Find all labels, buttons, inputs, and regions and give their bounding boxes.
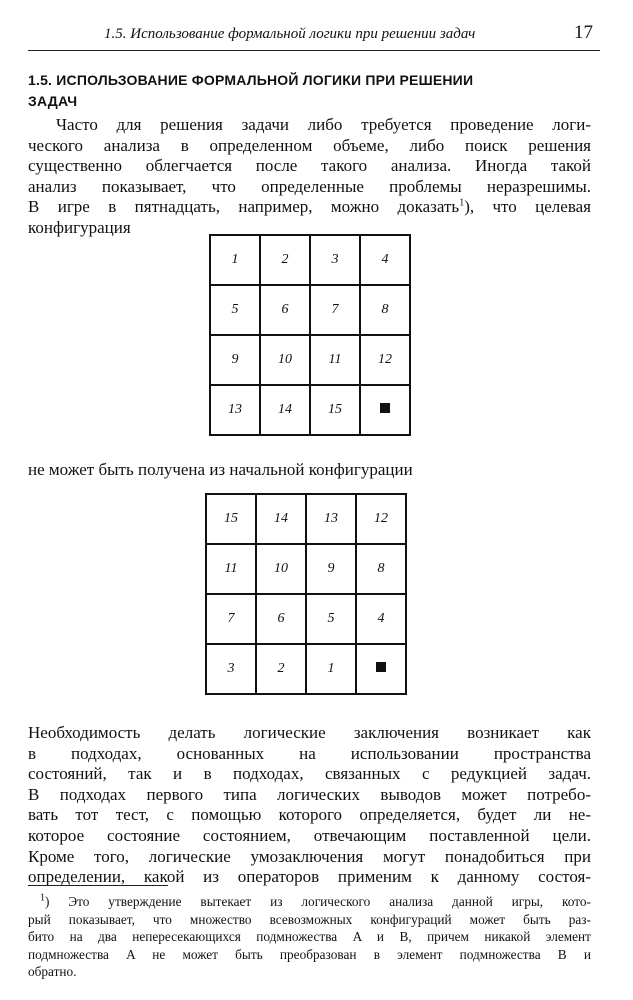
footnote-marker: 1 (40, 892, 45, 904)
text-fragment: В игре в пятнадцать, например, можно доказать (28, 197, 460, 217)
grid-row (210, 235, 410, 285)
grid-cell: 6 (260, 285, 310, 335)
grid-cell: 7 (206, 594, 256, 644)
footnote-rule (28, 885, 168, 886)
text-line: не может быть получена из начальной конфигурации (28, 460, 413, 479)
text-line: Часто для решения задачи либо требуется проведение логи- (56, 115, 591, 134)
paragraph-intro (28, 115, 591, 239)
grid-cell-blank (360, 385, 410, 435)
grid-cell: 8 (360, 285, 410, 335)
text-line (28, 197, 591, 218)
grid-row (206, 544, 406, 594)
grid-row (206, 644, 406, 694)
grid-cell: 13 (210, 385, 260, 435)
grid-cell: 3 (310, 235, 360, 285)
grid-cell: 3 (206, 644, 256, 694)
text-line: анализ показывает, что определенные проблемы неразрешимы. (28, 176, 591, 196)
grid-cell: 1 (306, 644, 356, 694)
footnote-line: обратно. (28, 964, 77, 980)
grid-row (210, 285, 410, 335)
grid-cell: 13 (306, 494, 356, 544)
footnote-ref: 1 (459, 197, 465, 209)
text-fragment: ) Это утверждение вытекает из логического анализа данной игры, кото- (45, 894, 591, 909)
grid-cell: 1 (210, 235, 260, 285)
text-line: в подходах, основанных на использовании пространства (28, 743, 591, 763)
text-line: Кроме того, логические умозаключения могут понадобиться при (28, 846, 591, 866)
grid-cell: 8 (356, 544, 406, 594)
text-line: которое состояние состоянием, отвечающим поставленной цели. (28, 825, 591, 845)
footnote-line: рый показывает, что множество всевозможных конфигураций может быть раз- (28, 911, 591, 927)
text-line: вать тот тест, с помощью которого определяется, будет ли не- (28, 805, 591, 825)
grid-cell-blank (356, 644, 406, 694)
running-head: 1.5. Использование формальной логики при решении задач (104, 26, 476, 42)
grid-cell: 9 (210, 335, 260, 385)
grid-row (206, 494, 406, 544)
text-line: существенно облегчается после такого анализа. Иногда такой (28, 156, 591, 176)
grid-cell: 6 (256, 594, 306, 644)
goal-configuration-grid (209, 234, 411, 436)
grid-row (210, 335, 410, 385)
text-line: состояний, так и в подходах, связанных с редукцией задач. (28, 764, 591, 784)
grid-cell: 14 (256, 494, 306, 544)
grid-cell: 10 (256, 544, 306, 594)
grid-row (210, 385, 410, 435)
grid-cell: 12 (356, 494, 406, 544)
page-number: 17 (574, 22, 593, 43)
grid-cell: 2 (256, 644, 306, 694)
grid-cell: 15 (206, 494, 256, 544)
grid-row (206, 594, 406, 644)
section-title (28, 70, 588, 112)
text-line: ческого анализа в определенном объеме, либо поиск решения (28, 135, 591, 155)
grid-cell: 9 (306, 544, 356, 594)
section-title-line: ЗАДАЧ (28, 93, 78, 109)
footnote-line: бито на два непересекающихся подмножества A и B, причем никакой элемент (28, 929, 591, 945)
footnote-line (28, 893, 591, 911)
paragraph-logic (28, 723, 591, 888)
grid-cell: 15 (310, 385, 360, 435)
grid-cell: 10 (260, 335, 310, 385)
blank-square-icon (376, 662, 386, 672)
footnote (28, 893, 591, 981)
grid-cell: 5 (306, 594, 356, 644)
blank-square-icon (380, 403, 390, 413)
text-line: конфигурация (28, 217, 131, 237)
header-rule (28, 50, 600, 51)
text-fragment: ), что целевая (464, 197, 591, 217)
grid-cell: 7 (310, 285, 360, 335)
text-line: определении, какой из операторов применим к данному состоя- (28, 867, 591, 887)
footnote-line: подмножества A не может быть преобразован в элемент подмножества B и (28, 946, 591, 962)
grid-cell: 11 (310, 335, 360, 385)
grid-cell: 2 (260, 235, 310, 285)
grid-cell: 11 (206, 544, 256, 594)
paragraph-bridge (28, 460, 591, 481)
initial-configuration-grid (205, 493, 407, 695)
section-title-line: 1.5. ИСПОЛЬЗОВАНИЕ ФОРМАЛЬНОЙ ЛОГИКИ ПРИ РЕШЕНИИ (28, 72, 474, 88)
grid-cell: 4 (356, 594, 406, 644)
grid-cell: 14 (260, 385, 310, 435)
grid-cell: 5 (210, 285, 260, 335)
grid-cell: 4 (360, 235, 410, 285)
text-line: В подходах первого типа логических выводов может потребо- (28, 784, 591, 804)
text-line: Необходимость делать логические заключения возникает как (28, 723, 591, 742)
grid-cell: 12 (360, 335, 410, 385)
